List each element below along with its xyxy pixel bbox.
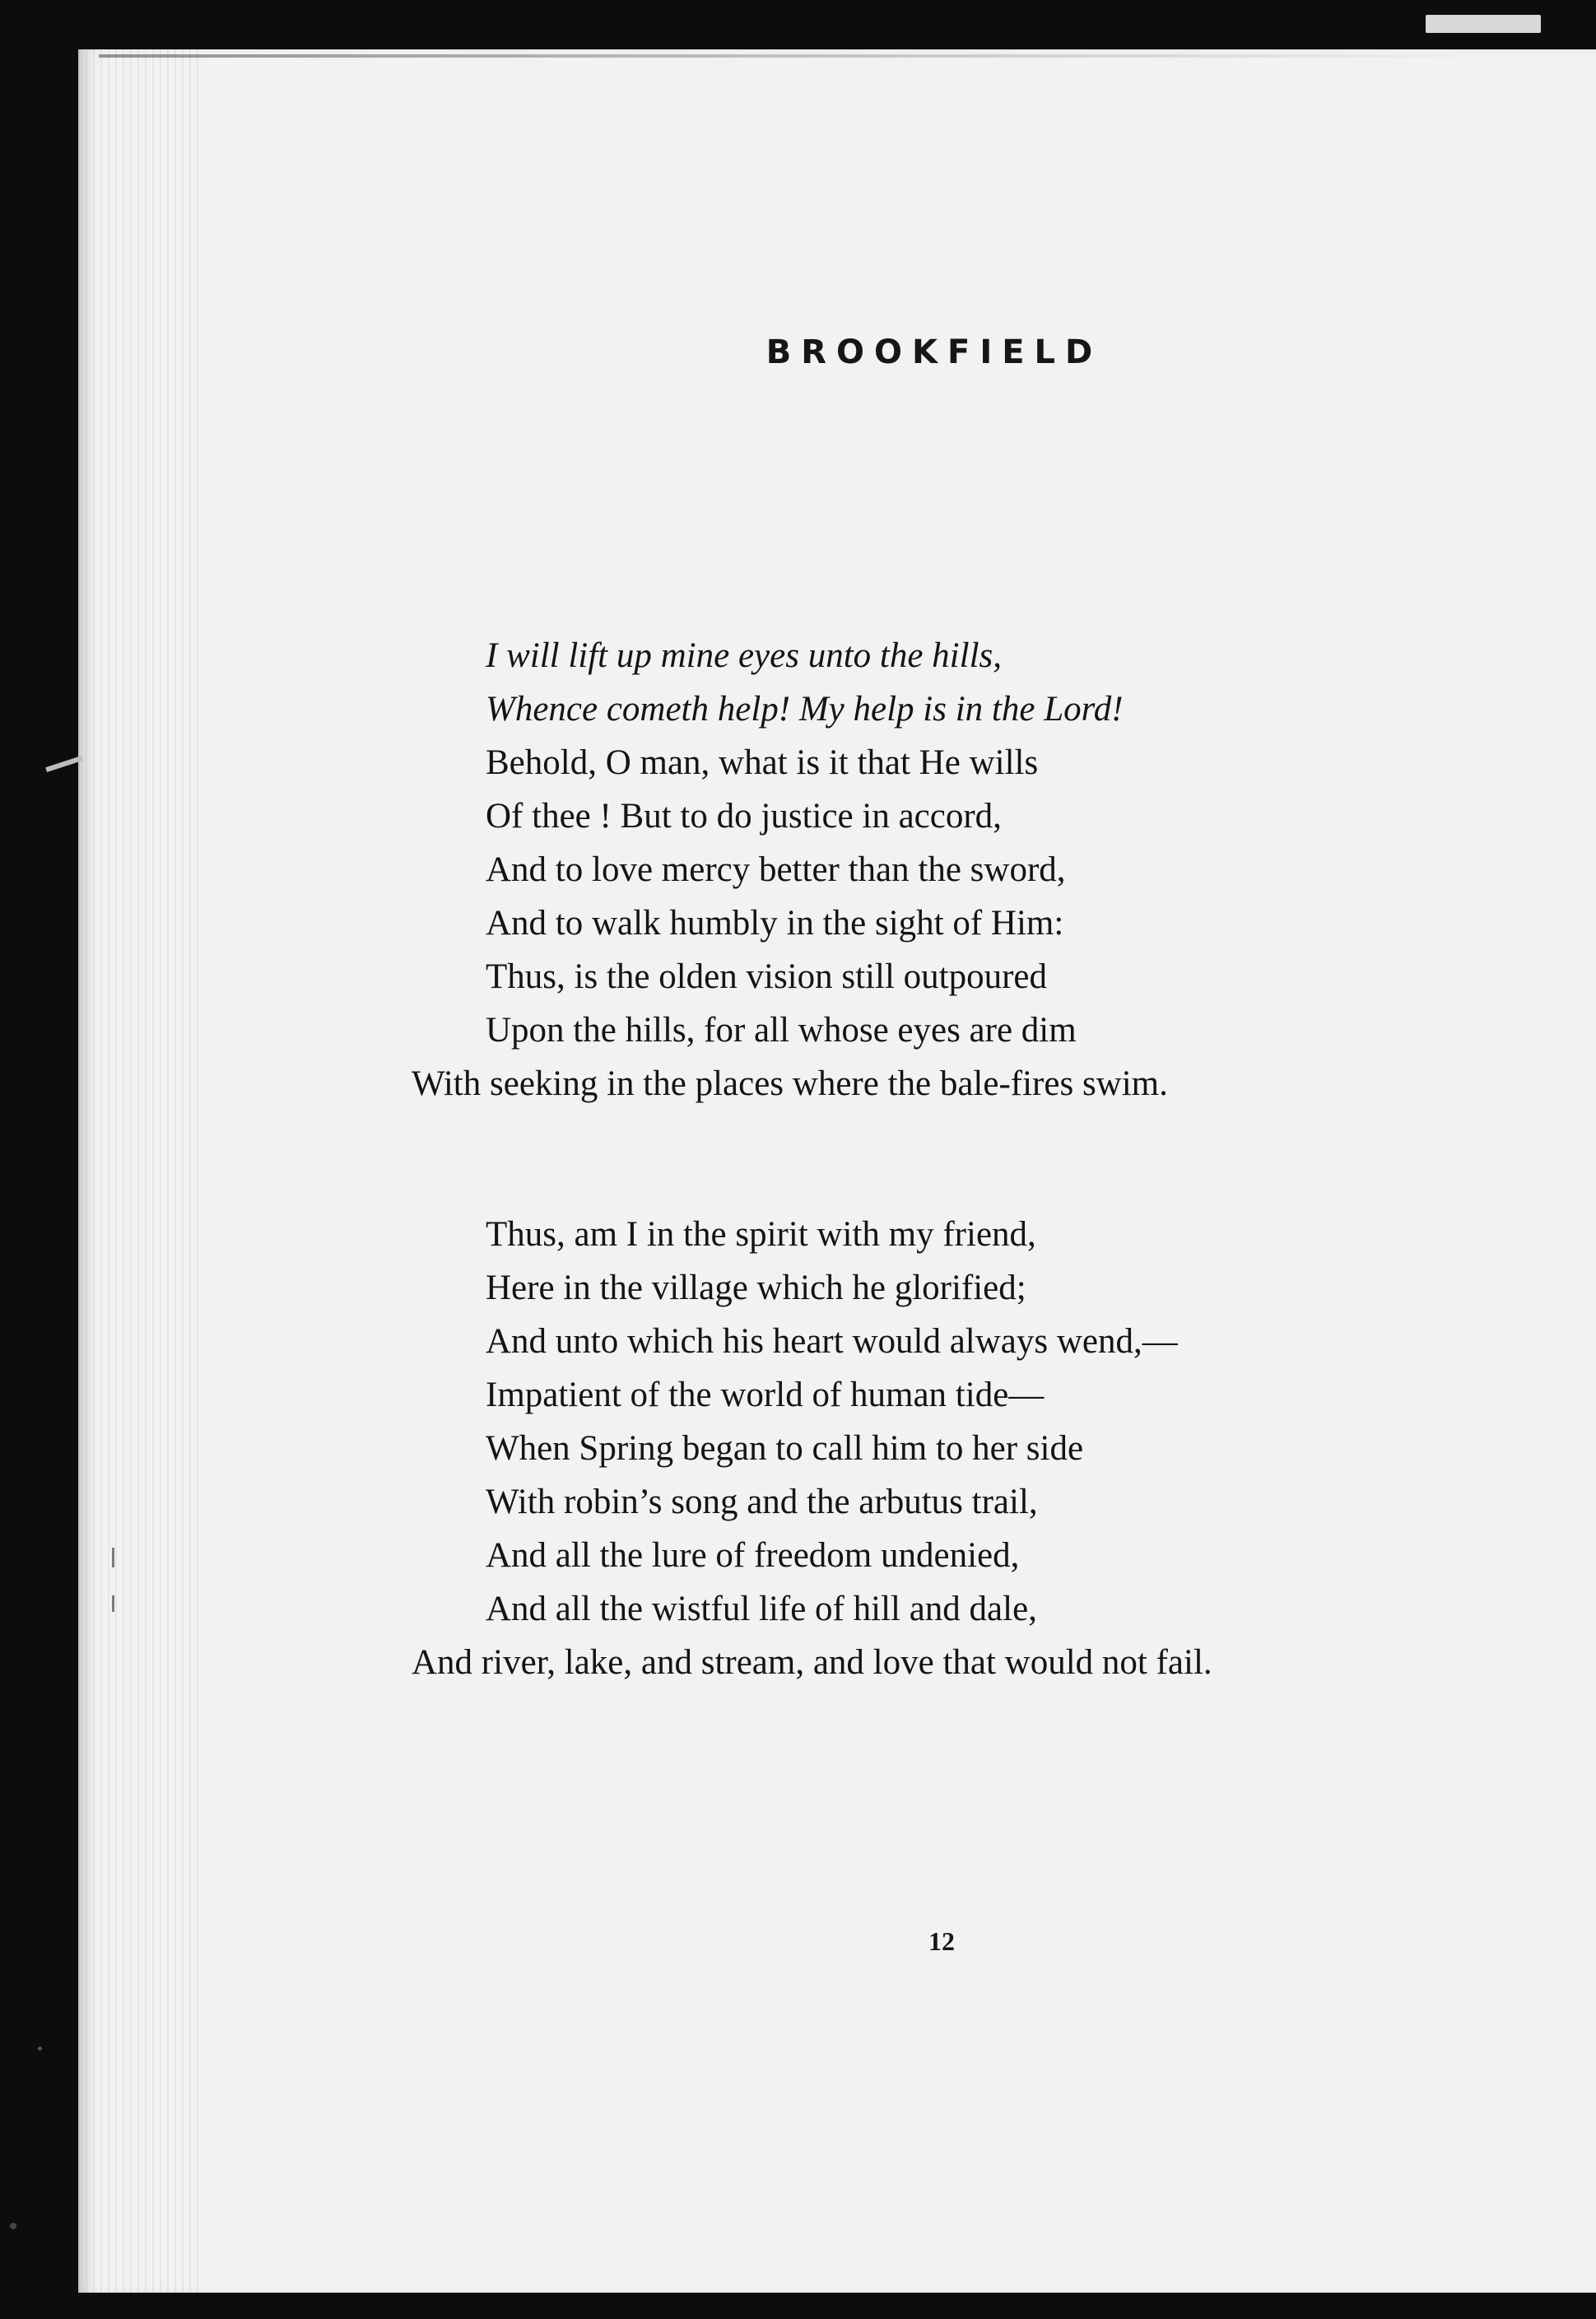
poem-line-text: And river, lake, and stream, and love that would not fail. bbox=[412, 1643, 1212, 1682]
page-title: BROOKFIELD bbox=[765, 333, 1103, 371]
poem-line-text: Behold, O man, what is it that He wills bbox=[486, 743, 1039, 782]
poem-line bbox=[0, 1482, 1038, 1523]
book-page bbox=[78, 49, 1596, 2293]
poem-line-text: With seeking in the places where the bale-fires swim. bbox=[412, 1064, 1168, 1103]
margin-mark bbox=[38, 2047, 42, 2051]
poem-line-text: And all the wistful life of hill and dale, bbox=[486, 1590, 1037, 1628]
poem-line bbox=[0, 1535, 1019, 1576]
poem-line bbox=[0, 1642, 1212, 1683]
poem-line bbox=[0, 1428, 1083, 1469]
poem-line bbox=[0, 743, 1038, 784]
poem-line-text: Of thee ! But to do justice in accord, bbox=[486, 797, 1002, 836]
poem-line-text: And to walk humbly in the sight of Him: bbox=[486, 904, 1064, 943]
poem-line bbox=[0, 850, 1066, 891]
poem-line-text: Thus, is the olden vision still outpoured bbox=[486, 957, 1047, 996]
poem-line-text: And unto which his heart would always wend,— bbox=[486, 1322, 1178, 1361]
poem-line bbox=[0, 689, 1124, 730]
poem-line-text: And to love mercy better than the sword, bbox=[486, 850, 1066, 889]
poem-line bbox=[0, 1064, 1168, 1105]
page-number: 12 bbox=[928, 1926, 955, 1956]
poem-line-text: Impatient of the world of human tide— bbox=[486, 1376, 1045, 1414]
page-top-edge bbox=[99, 54, 1498, 58]
poem-line bbox=[0, 1010, 1077, 1051]
scan-edge-tab bbox=[1426, 15, 1541, 33]
poem-line bbox=[0, 1375, 1044, 1416]
poem-line bbox=[0, 957, 1047, 998]
poem-line bbox=[0, 796, 1002, 837]
poem-line-text: Here in the village which he glorified; bbox=[486, 1269, 1026, 1307]
margin-mark bbox=[10, 2223, 16, 2229]
poem-line bbox=[0, 1589, 1037, 1630]
poem-line-text: I will lift up mine eyes unto the hills, bbox=[486, 636, 1003, 675]
poem-line-text: And all the lure of freedom undenied, bbox=[486, 1536, 1020, 1575]
poem-line-text: Whence cometh help! My help is in the Lord! bbox=[486, 690, 1124, 729]
poem-line-text: Thus, am I in the spirit with my friend, bbox=[486, 1215, 1036, 1254]
poem-line bbox=[0, 636, 1002, 677]
poem-line-text: Upon the hills, for all whose eyes are dim bbox=[486, 1011, 1077, 1050]
poem-line bbox=[0, 1214, 1036, 1255]
poem-line bbox=[0, 1321, 1178, 1362]
poem-line bbox=[0, 903, 1063, 944]
page-stack-edges bbox=[78, 49, 202, 2293]
poem-line-text: With robin’s song and the arbutus trail, bbox=[486, 1483, 1038, 1521]
poem-line bbox=[0, 1268, 1026, 1309]
poem-line-text: When Spring began to call him to her side bbox=[486, 1429, 1084, 1468]
